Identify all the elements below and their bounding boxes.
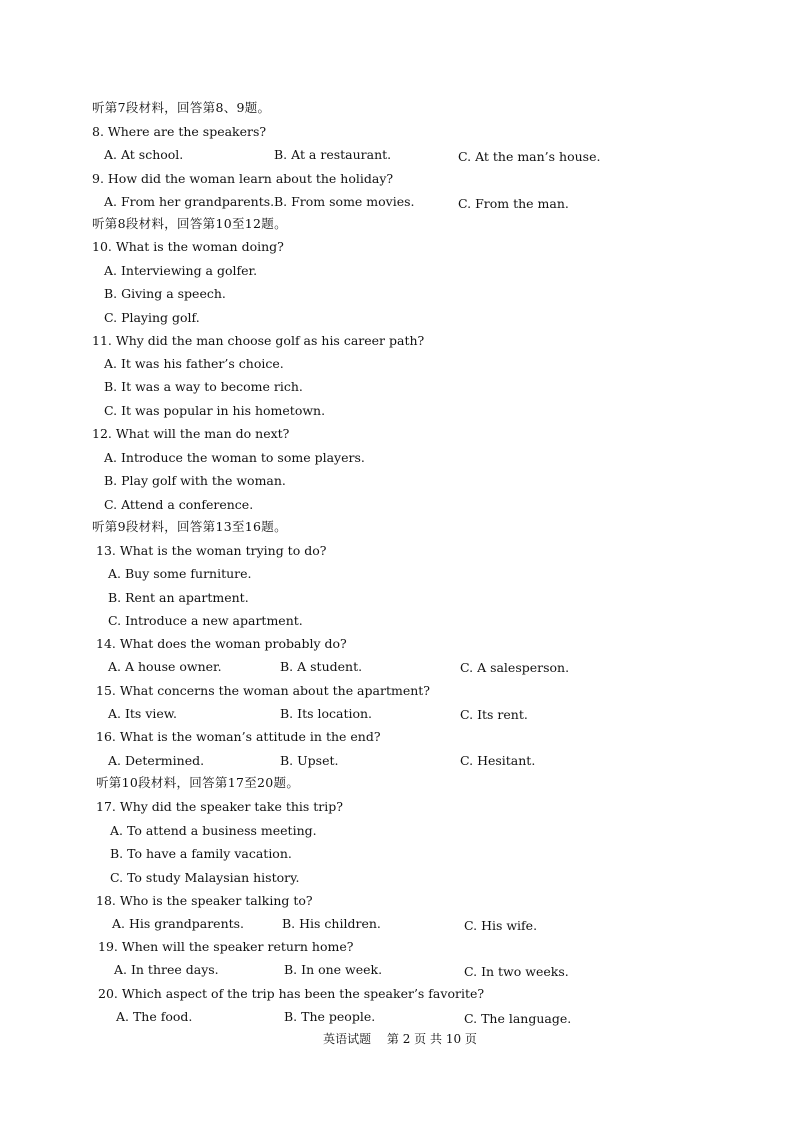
option-b: B. Giving a speech. bbox=[104, 286, 226, 301]
question-stem: 13. What is the woman trying to do? bbox=[96, 543, 327, 558]
section-heading: 听第7段材料，回答第8、9题。 bbox=[92, 100, 271, 115]
option-c: C. Hesitant. bbox=[460, 753, 536, 768]
section-heading: 听第10段材料，回答第17至20题。 bbox=[96, 775, 300, 790]
option-c: C. A salesperson. bbox=[460, 660, 570, 675]
option-a: A. Introduce the woman to some players. bbox=[104, 450, 365, 465]
option-b: B. A student. bbox=[280, 659, 363, 674]
option-b: B. The people. bbox=[284, 1009, 376, 1024]
option-a: A. At school. bbox=[104, 147, 184, 162]
option-a: A. From her grandparents. bbox=[104, 194, 275, 209]
option-c: C. Introduce a new apartment. bbox=[108, 613, 303, 628]
page-footer bbox=[0, 1030, 800, 1047]
option-b: B. Upset. bbox=[280, 753, 339, 768]
option-c: C. Playing golf. bbox=[104, 310, 200, 325]
option-b: B. From some movies. bbox=[274, 194, 415, 209]
option-c: C. It was popular in his hometown. bbox=[104, 403, 326, 418]
option-c: C. Attend a conference. bbox=[104, 497, 254, 512]
option-a: A. The food. bbox=[116, 1009, 193, 1024]
question-stem: 9. How did the woman learn about the holiday? bbox=[92, 171, 394, 186]
option-a: A. To attend a business meeting. bbox=[110, 823, 317, 838]
option-a: A. In three days. bbox=[114, 962, 219, 977]
option-b: B. Rent an apartment. bbox=[108, 590, 249, 605]
option-c: C. The language. bbox=[464, 1011, 572, 1026]
question-stem: 12. What will the man do next? bbox=[92, 426, 290, 441]
question-stem: 8. Where are the speakers? bbox=[92, 124, 267, 139]
option-c: C. In two weeks. bbox=[464, 964, 569, 979]
option-b: B. To have a family vacation. bbox=[110, 846, 292, 861]
question-stem: 17. Why did the speaker take this trip? bbox=[96, 799, 343, 814]
option-b: B. In one week. bbox=[284, 962, 383, 977]
question-stem: 16. What is the woman’s attitude in the end? bbox=[96, 729, 381, 744]
option-a: A. It was his father’s choice. bbox=[104, 356, 284, 371]
option-a: A. His grandparents. bbox=[112, 916, 245, 931]
section-heading: 听第8段材料，回答第10至12题。 bbox=[92, 216, 287, 231]
option-b: B. It was a way to become rich. bbox=[104, 379, 303, 394]
option-c: C. From the man. bbox=[458, 196, 569, 211]
question-stem: 15. What concerns the woman about the apartment? bbox=[96, 683, 430, 698]
question-stem: 18. Who is the speaker talking to? bbox=[96, 893, 313, 908]
section-heading: 听第9段材料，回答第13至16题。 bbox=[92, 519, 287, 534]
option-b: B. Play golf with the woman. bbox=[104, 473, 286, 488]
option-a: A. A house owner. bbox=[108, 659, 222, 674]
option-c: C. Its rent. bbox=[460, 707, 528, 722]
option-c: C. His wife. bbox=[464, 918, 538, 933]
option-a: A. Its view. bbox=[108, 706, 177, 721]
question-stem: 19. When will the speaker return home? bbox=[98, 939, 354, 954]
footer-page-number: 第 2 页 共 10 页 bbox=[386, 1032, 477, 1046]
option-b: B. His children. bbox=[282, 916, 381, 931]
option-a: A. Interviewing a golfer. bbox=[104, 263, 258, 278]
question-stem: 10. What is the woman doing? bbox=[92, 239, 284, 254]
question-stem: 11. Why did the man choose golf as his career path? bbox=[92, 333, 425, 348]
question-stem: 14. What does the woman probably do? bbox=[96, 636, 347, 651]
option-a: A. Buy some furniture. bbox=[108, 566, 252, 581]
question-stem: 20. Which aspect of the trip has been the speaker’s favorite? bbox=[98, 986, 485, 1001]
option-c: C. At the man’s house. bbox=[458, 149, 601, 164]
option-b: B. Its location. bbox=[280, 706, 373, 721]
footer-subject: 英语试题 bbox=[323, 1032, 372, 1046]
option-c: C. To study Malaysian history. bbox=[110, 870, 300, 885]
option-b: B. At a restaurant. bbox=[274, 147, 392, 162]
option-a: A. Determined. bbox=[108, 753, 205, 768]
